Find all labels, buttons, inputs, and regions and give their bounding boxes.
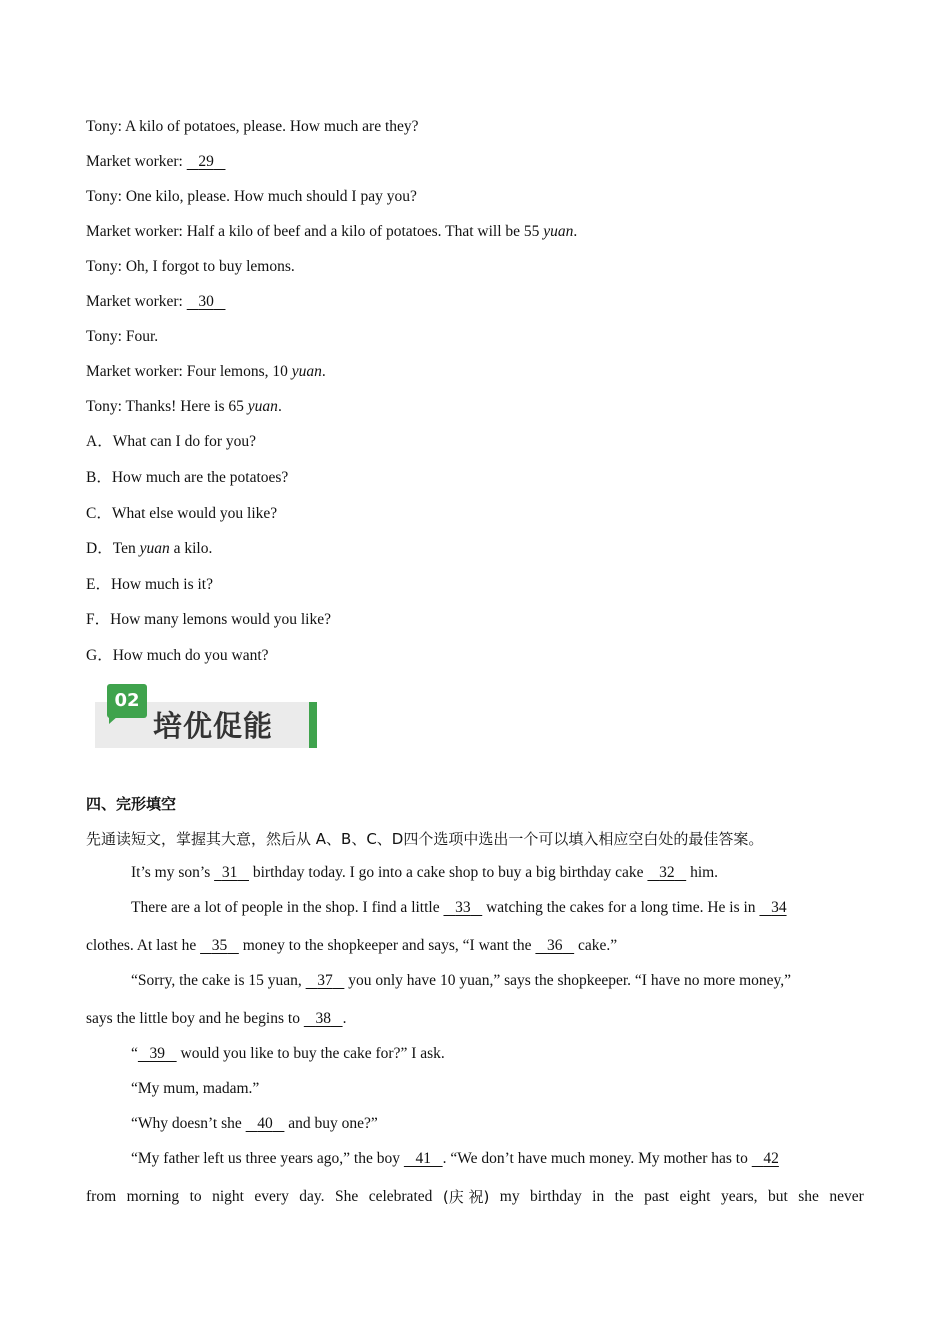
option-e (86, 575, 213, 595)
option-b (86, 468, 288, 488)
line-text: Thanks! Here is 65 (121, 398, 248, 415)
blank-35: 35 (211, 937, 228, 954)
speaker: Tony: (86, 398, 122, 415)
passage-line-2: There are a lot of people in the shop. I find a little 33 watching the cakes for a long time. He is in 34 (131, 899, 787, 916)
line-text: Oh, I forgot to buy lemons. (121, 258, 295, 275)
blank-32: 32 (659, 864, 675, 881)
passage-line-10: from morning to night every day. She celebrated (庆 祝) my birthday in the past eight years, but she never (86, 1188, 864, 1206)
option-letter: A． (86, 433, 113, 450)
option-text: How many lemons would you like? (110, 611, 331, 628)
blank-41: 41 (415, 1150, 431, 1167)
passage-line-6: “ 39 would you like to buy the cake for?” I ask. (131, 1045, 445, 1062)
line-text: A kilo of potatoes, please. How much are they? (121, 118, 419, 135)
option-text: What else would you like? (111, 505, 278, 522)
speaker: Market worker: (86, 293, 183, 310)
banner-title: 培优促能 (153, 709, 274, 743)
dialogue-line-3 (86, 187, 417, 207)
blank-29: 29 (198, 153, 214, 170)
option-text: What can I do for you? (112, 433, 257, 450)
blank-38: 38 (315, 1010, 331, 1027)
line-text: One kilo, please. How much should I pay you? (121, 188, 417, 205)
option-a (86, 432, 256, 452)
blank-34: 34 (771, 899, 787, 916)
italic-word: yuan (543, 223, 574, 240)
option-letter: E． (86, 576, 111, 593)
option-letter: B． (86, 469, 112, 486)
speaker: Tony: (86, 118, 122, 135)
option-letter: C． (86, 505, 112, 522)
speaker: Market worker: (86, 223, 183, 240)
passage-line-1: It’s my son’s 31 birthday today. I go into a cake shop to buy a big birthday cake 32 him. (131, 864, 719, 881)
blank-33: 33 (455, 899, 471, 916)
option-text: Ten (112, 540, 140, 557)
blank-36: 36 (547, 937, 563, 954)
dialogue-line-6 (86, 292, 225, 312)
dialogue-line-5 (86, 257, 295, 277)
option-d: D．Ten yuan a kilo. (86, 540, 213, 557)
passage-line-3: clothes. At last he 35 money to the shopkeeper and says, “I want the 36 cake.” (86, 937, 618, 954)
option-letter: G． (86, 647, 113, 664)
option-text: How much are the potatoes? (111, 469, 289, 486)
dialogue-line-1 (86, 117, 419, 137)
blank-39: 39 (149, 1045, 166, 1062)
passage-line-9: “My father left us three years ago,” the boy 41 . “We don’t have much money. My mother has to 42 (131, 1150, 779, 1167)
option-text: How much do you want? (112, 647, 269, 664)
italic-word: yuan (291, 363, 322, 380)
dialogue-line-8: Market worker: Four lemons, 10 yuan. (86, 363, 326, 380)
line-text: Four lemons, 10 (182, 363, 292, 380)
line-text: Half a kilo of beef and a kilo of potatoes. That will be 55 (182, 223, 544, 240)
blank-30: 30 (198, 293, 214, 310)
speaker: Market worker: (86, 153, 183, 170)
passage-line-8: “Why doesn’t she 40 and buy one?” (131, 1115, 378, 1132)
line-text: Four. (121, 328, 159, 345)
option-letter: F． (86, 611, 111, 628)
dialogue-line-7 (86, 327, 158, 347)
option-letter: D． (86, 540, 113, 557)
section-instruction: 先通读短文，掌握其大意，然后从 A、B、C、D四个选项中选出一个可以填入相应空白处的最佳答案。 (86, 830, 764, 848)
option-f (86, 610, 331, 630)
blank-40: 40 (257, 1115, 273, 1132)
dialogue-line-4: Market worker: Half a kilo of beef and a kilo of potatoes. That will be 55 yuan. (86, 223, 578, 240)
speaker: Tony: (86, 258, 122, 275)
option-c (86, 504, 277, 524)
section-heading: 四、完形填空 (86, 795, 177, 813)
blank-31: 31 (221, 864, 238, 881)
speaker: Tony: (86, 188, 122, 205)
dialogue-line-9: Tony: Thanks! Here is 65 yuan. (86, 398, 282, 415)
dialogue-line-2 (86, 152, 225, 172)
option-text: How much is it? (110, 576, 213, 593)
banner-accent-bar (309, 702, 317, 748)
speaker: Market worker: (86, 363, 183, 380)
blank-42: 42 (763, 1150, 779, 1167)
italic-word: yuan (247, 398, 278, 415)
section-banner (95, 684, 321, 748)
italic-word: yuan (139, 540, 170, 557)
passage-line-4: “Sorry, the cake is 15 yuan, 37 you only have 10 yuan,” says the shopkeeper. “I have no more money,” (131, 972, 792, 989)
speaker: Tony: (86, 328, 122, 345)
passage-line-7: “My mum, madam.” (131, 1080, 260, 1097)
option-g (86, 646, 269, 666)
blank-37: 37 (317, 972, 333, 989)
passage-line-5: says the little boy and he begins to 38 . (86, 1010, 347, 1027)
banner-number-badge: 02 (107, 684, 147, 718)
